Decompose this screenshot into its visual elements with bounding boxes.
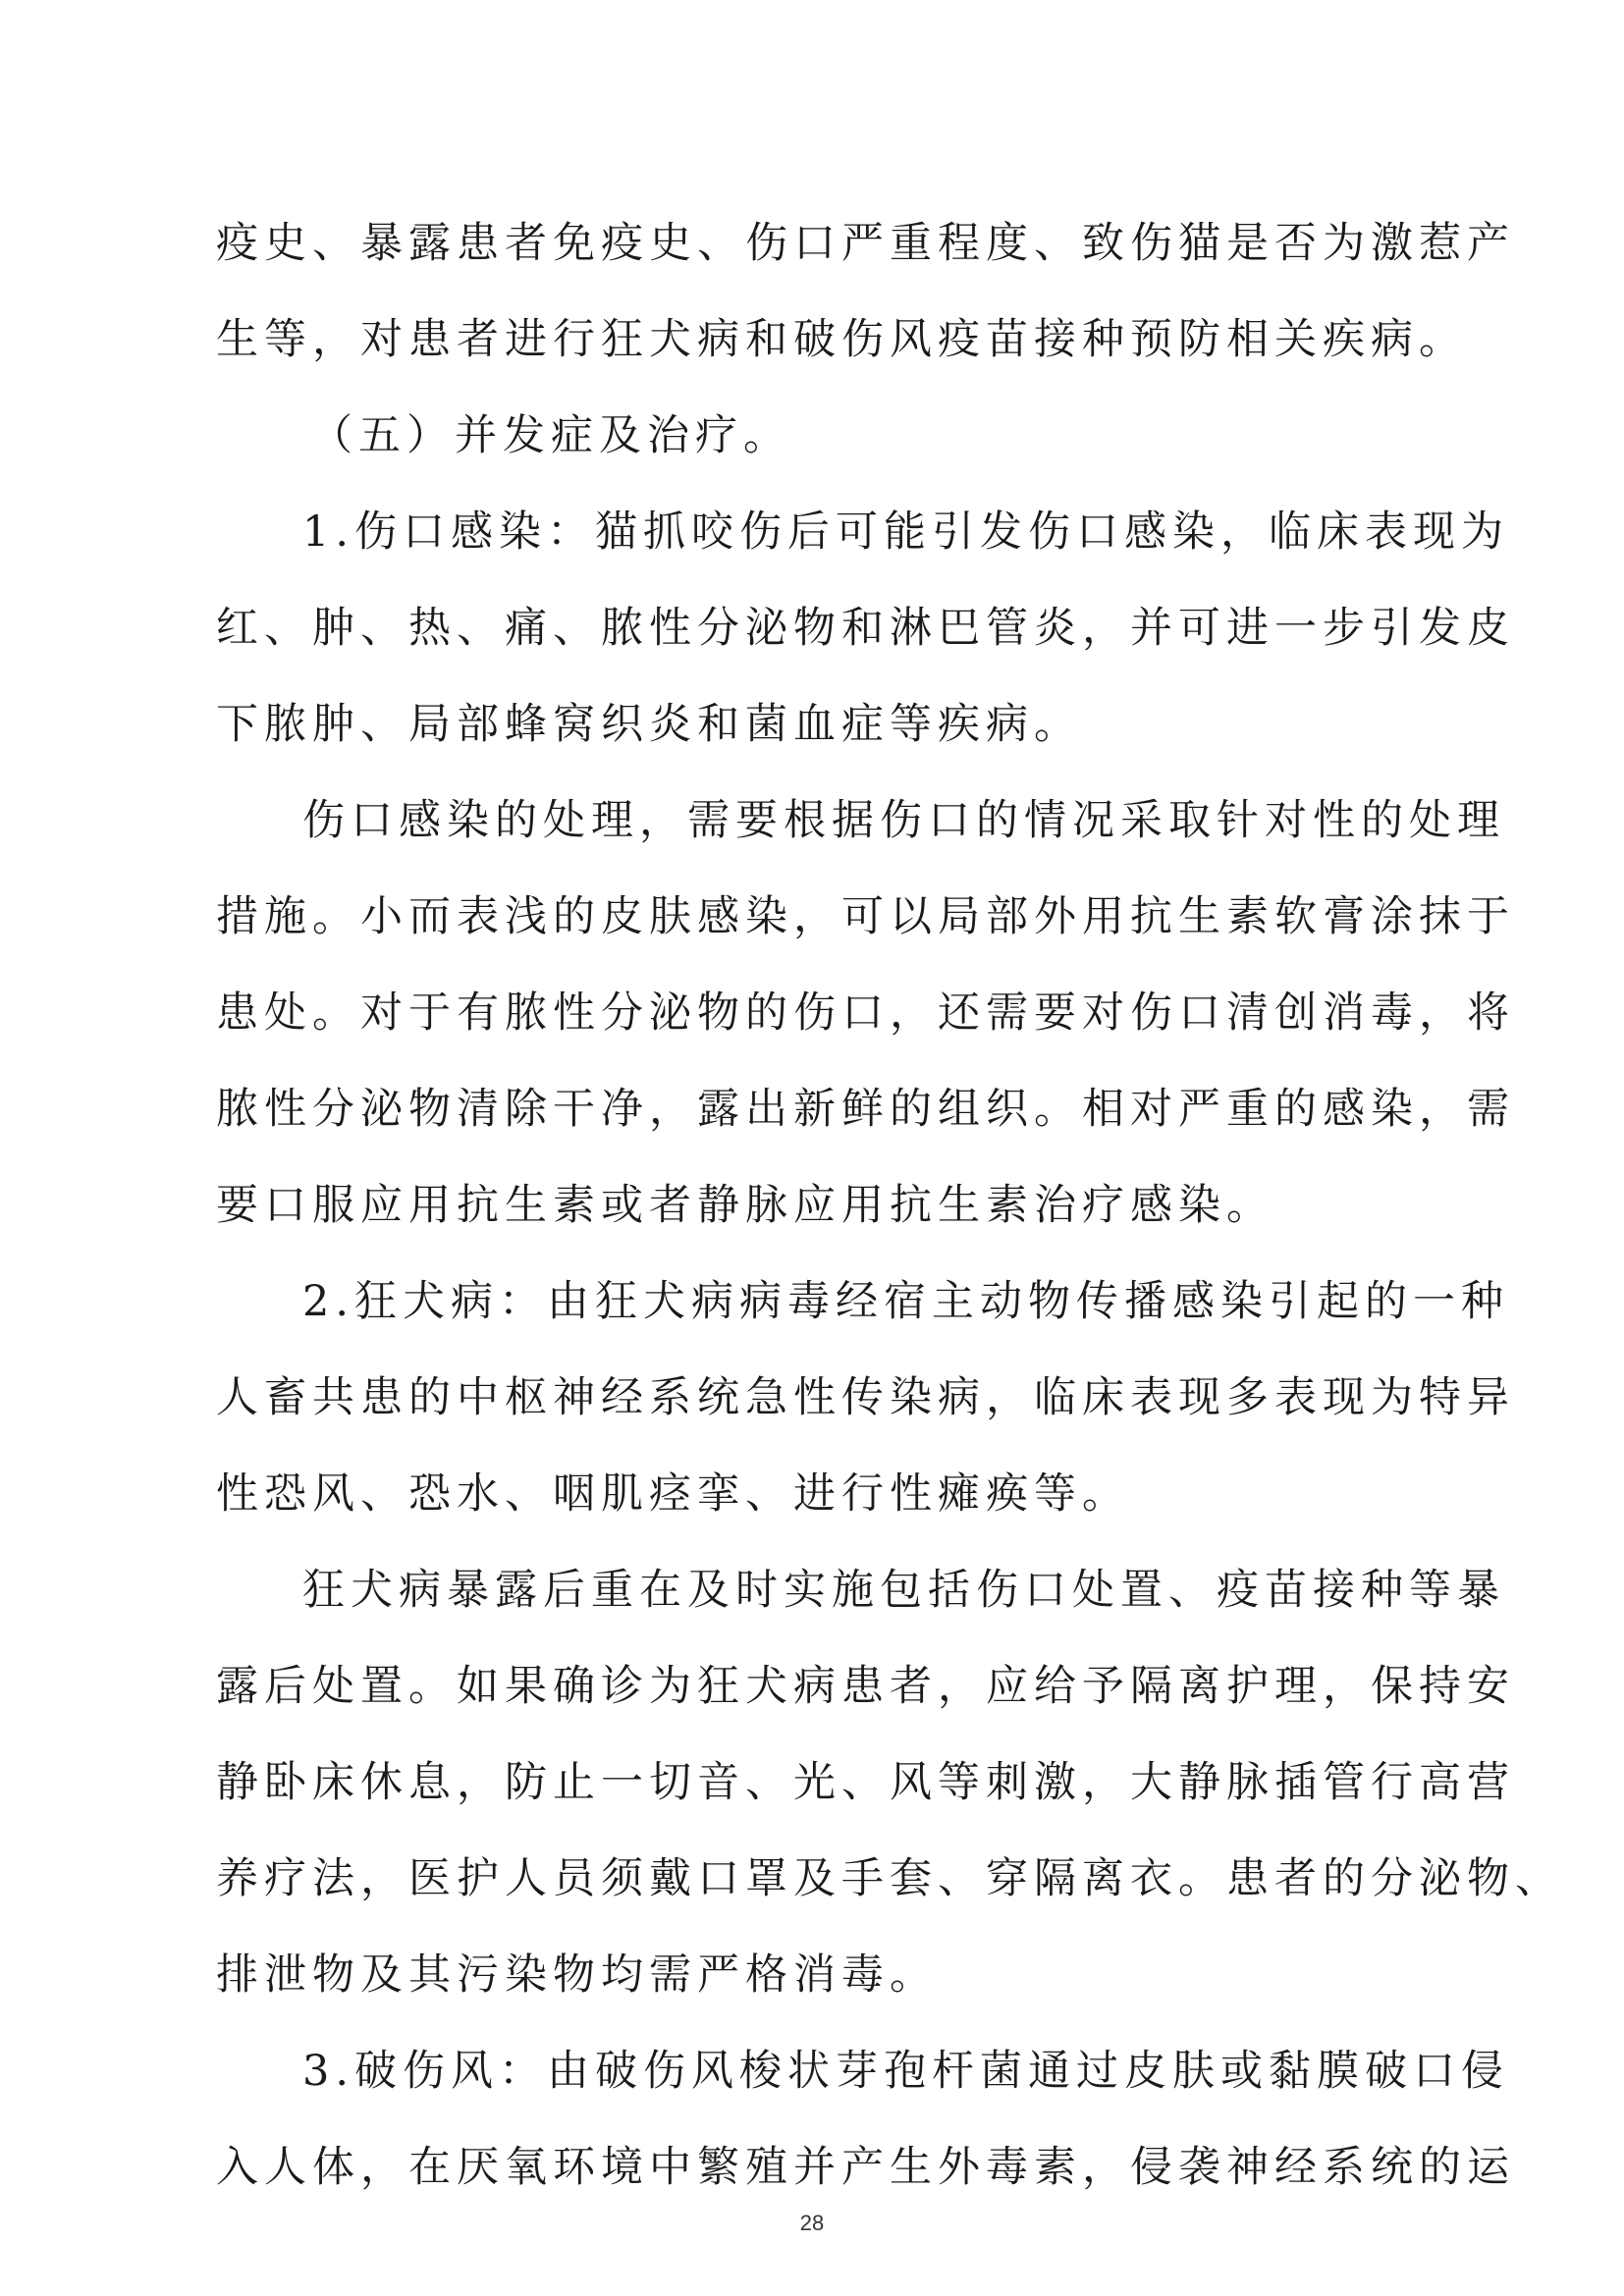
section-heading: （五）并发症及治疗。 bbox=[310, 411, 791, 460]
text-line: 患处。对于有脓性分泌物的伤口，还需要对伤口清创消毒，将 bbox=[216, 988, 1515, 1038]
text-line: 下脓肿、局部蜂窝织炎和菌血症等疾病。 bbox=[216, 700, 1082, 749]
page-number: 28 bbox=[799, 2211, 825, 2235]
text-line: 入人体，在厌氧环境中繁殖并产生外毒素，侵袭神经系统的运 bbox=[216, 2143, 1515, 2192]
body-text bbox=[216, 214, 1563, 2234]
text-line: 性恐风、恐水、咽肌痉挛、进行性瘫痪等。 bbox=[216, 1469, 1130, 1519]
text-line: 1.伤口感染：猫抓咬伤后可能引发伤口感染，临床表现为 bbox=[302, 507, 1510, 557]
text-line: 疫史、暴露患者免疫史、伤口严重程度、致伤猫是否为激惹产 bbox=[216, 219, 1515, 268]
text-line: 生等，对患者进行狂犬病和破伤风疫苗接种预防相关疾病。 bbox=[216, 315, 1467, 364]
text-line: 2.狂犬病：由狂犬病病毒经宿主动物传播感染引起的一种 bbox=[302, 1277, 1510, 1326]
text-line: 3.破伤风：由破伤风梭状芽孢杆菌通过皮肤或黏膜破口侵 bbox=[302, 2047, 1510, 2096]
text-line: 养疗法，医护人员须戴口罩及手套、穿隔离衣。患者的分泌物、 bbox=[216, 1854, 1563, 1903]
text-line: 脓性分泌物清除干净，露出新鲜的组织。相对严重的感染，需 bbox=[216, 1085, 1515, 1134]
text-line: 红、肿、热、痛、脓性分泌物和淋巴管炎，并可进一步引发皮 bbox=[216, 604, 1515, 653]
text-line: 露后处置。如果确诊为狂犬病患者，应给予隔离护理，保持安 bbox=[216, 1662, 1515, 1711]
text-line: 狂犬病暴露后重在及时实施包括伤口处置、疫苗接种等暴 bbox=[302, 1566, 1505, 1615]
text-line: 人畜共患的中枢神经系统急性传染病，临床表现多表现为特异 bbox=[216, 1373, 1515, 1422]
text-line: 措施。小而表浅的皮肤感染，可以局部外用抗生素软膏涂抹于 bbox=[216, 892, 1515, 941]
text-line: 排泄物及其污染物均需严格消毒。 bbox=[216, 1950, 938, 2000]
text-line: 静卧床休息，防止一切音、光、风等刺激，大静脉插管行高营 bbox=[216, 1758, 1515, 1807]
text-line: 要口服应用抗生素或者静脉应用抗生素治疗感染。 bbox=[216, 1181, 1274, 1230]
text-line: 伤口感染的处理，需要根据伤口的情况采取针对性的处理 bbox=[302, 796, 1505, 845]
